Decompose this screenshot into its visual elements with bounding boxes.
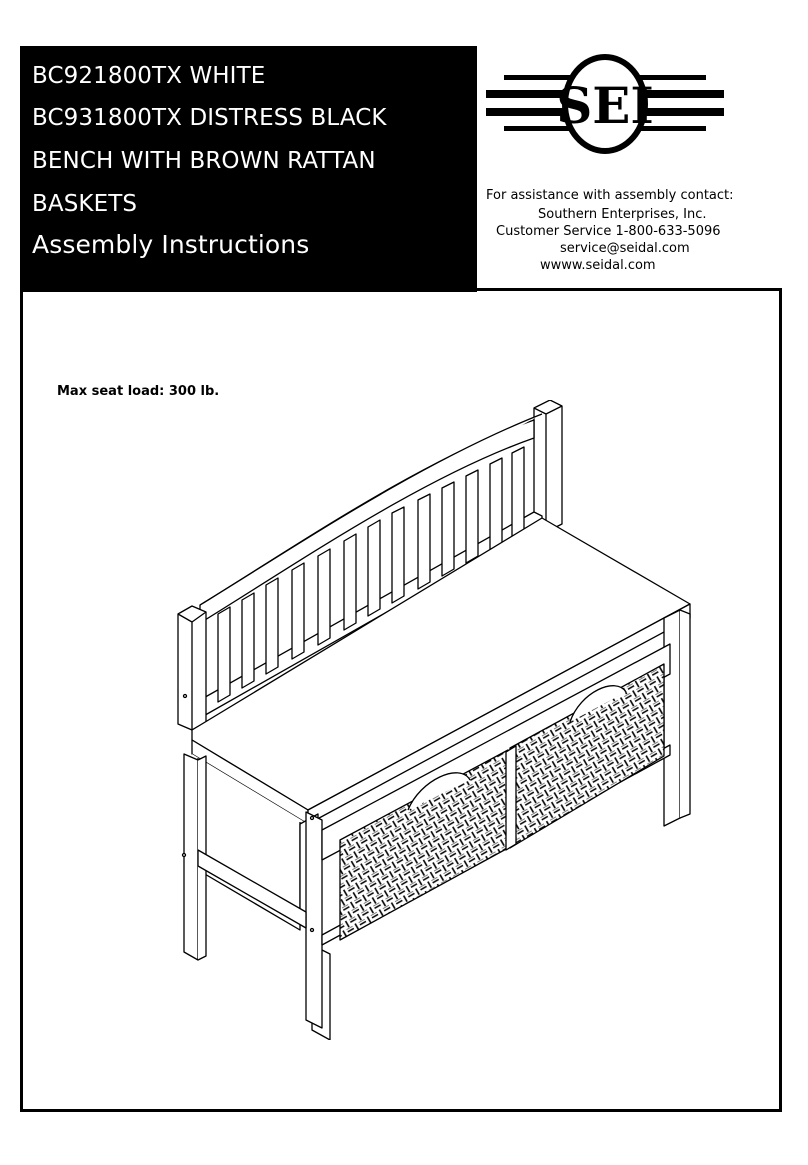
contact-intro: For assistance with assembly contact: [486,188,734,203]
title-block [20,46,477,292]
model-black: BC931800TX DISTRESS BLACK [32,105,387,131]
contact-email: service@seidal.com [560,241,690,256]
contact-phone: Customer Service 1-800-633-5096 [496,224,721,239]
contact-company: Southern Enterprises, Inc. [538,207,707,222]
product-name-line1: BENCH WITH BROWN RATTAN [32,148,376,174]
logo-text: SEI [556,76,654,135]
document-subtitle: Assembly Instructions [32,230,310,259]
contact-website: wwww.seidal.com [540,258,656,273]
model-white: BC921800TX WHITE [32,63,266,89]
max-seat-load-note: Max seat load: 300 lb. [57,384,220,399]
sei-logo [484,50,726,164]
bench-illustration [170,400,700,1040]
product-name-line2: BASKETS [32,191,138,217]
